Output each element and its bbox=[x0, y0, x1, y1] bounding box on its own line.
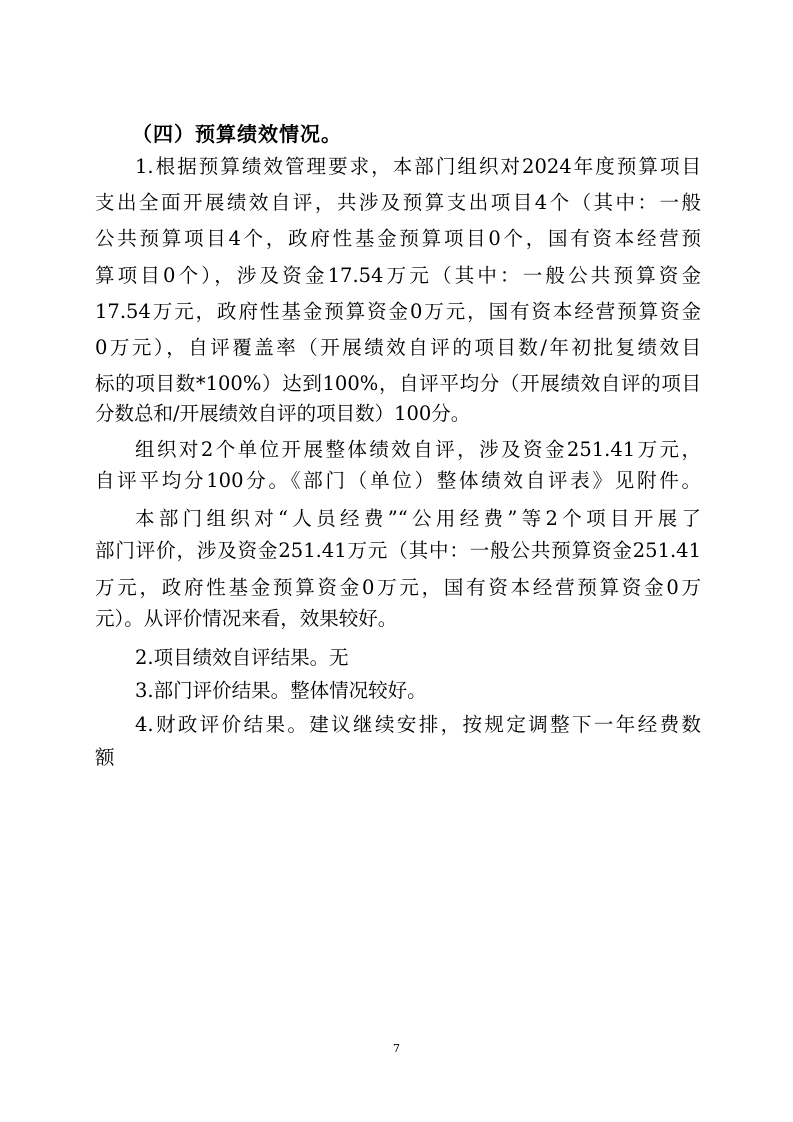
paragraph-1-line-4: 算项目0个），涉及资金17.54万元（其中：一般公共预算资金 bbox=[95, 264, 701, 287]
paragraph-1-line-2: 支出全面开展绩效自评，共涉及预算支出项目4个（其中：一般 bbox=[95, 191, 701, 214]
paragraph-3-line-4: 元）。从评价情况来看，效果较好。 bbox=[95, 607, 398, 630]
page-number: 7 bbox=[393, 1042, 400, 1055]
paragraph-1-line-6: 0万元），自评覆盖率（开展绩效自评的项目数/年初批复绩效目 bbox=[95, 336, 701, 359]
paragraph-1-line-5: 17.54万元，政府性基金预算资金0万元，国有资本经营预算资金 bbox=[95, 300, 701, 323]
paragraph-1-line-1: 1.根据预算绩效管理要求，本部门组织对2024年度预算项目 bbox=[135, 155, 701, 178]
paragraph-3-line-2: 部门评价，涉及资金251.41万元（其中：一般公共预算资金251.41 bbox=[95, 539, 701, 562]
paragraph-3-line-3: 万元，政府性基金预算资金0万元，国有资本经营预算资金0万 bbox=[95, 576, 701, 599]
paragraph-1-line-3: 公共预算项目4个，政府性基金预算项目0个，国有资本经营预 bbox=[95, 227, 701, 250]
section-heading: （四）预算绩效情况。 bbox=[132, 122, 342, 146]
paragraph-4-line-1: 2.项目绩效自评结果。无 bbox=[135, 646, 349, 669]
paragraph-5-line-1: 3.部门评价结果。整体情况较好。 bbox=[135, 679, 427, 702]
paragraph-6-line-1: 4.财政评价结果。建议继续安排，按规定调整下一年经费数 bbox=[135, 713, 701, 736]
paragraph-1-line-7: 标的项目数*100%）达到100%，自评平均分（开展绩效自评的项目 bbox=[95, 372, 701, 395]
paragraph-3-line-1: 本部门组织对“人员经费”“公用经费”等2个项目开展了 bbox=[135, 507, 701, 530]
paragraph-2-line-1: 组织对2个单位开展整体绩效自评，涉及资金251.41万元， bbox=[135, 438, 701, 461]
paragraph-2-line-2: 自评平均分100分。《部门（单位）整体绩效自评表》见附件。 bbox=[95, 469, 701, 492]
paragraph-6-line-2: 额 bbox=[95, 746, 115, 769]
paragraph-1-line-8: 分数总和/开展绩效自评的项目数）100分。 bbox=[95, 402, 471, 425]
